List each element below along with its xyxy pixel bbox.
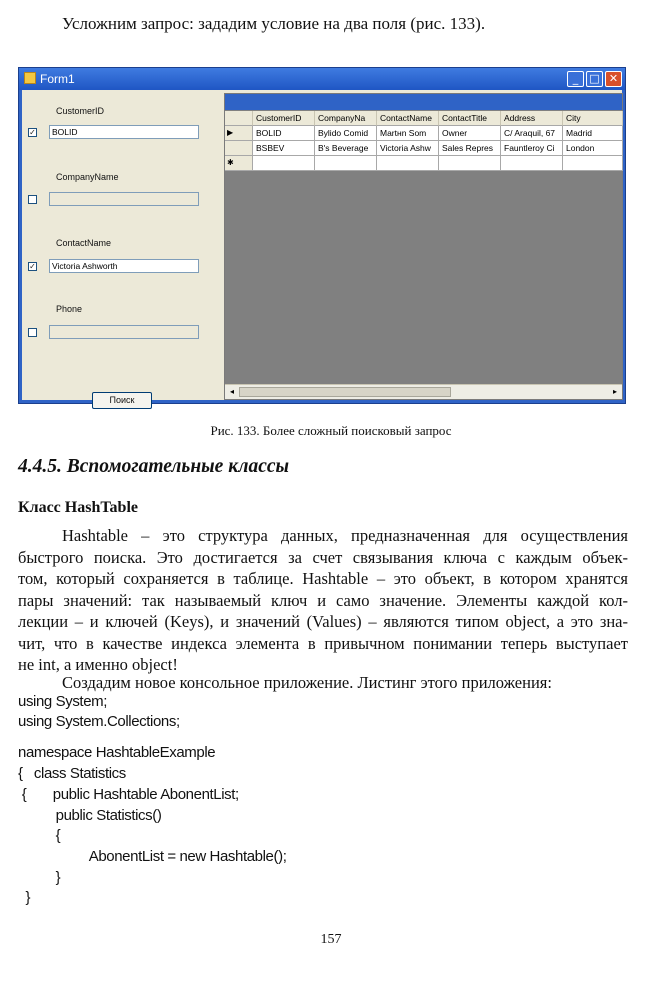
column-header[interactable]: CustomerID [253, 111, 315, 126]
grid-corner-cell [225, 111, 253, 126]
paragraph-hashtable [18, 525, 628, 676]
section-heading: 4.4.5. Вспомогательные классы [18, 456, 290, 477]
checkbox-companyname[interactable] [28, 195, 37, 204]
checkbox-phone[interactable] [28, 328, 37, 337]
table-cell[interactable] [439, 156, 501, 171]
table-cell[interactable]: Martнn Som [377, 126, 439, 141]
new-row-asterisk-icon[interactable]: ✱ [225, 156, 253, 171]
table-cell[interactable] [377, 156, 439, 171]
row-selector-arrow-icon[interactable]: ▶ [225, 126, 253, 141]
page-number: 157 [320, 932, 342, 947]
scroll-right-icon[interactable]: ▸ [612, 387, 617, 396]
table-cell[interactable]: Madrid [563, 126, 623, 141]
table-cell[interactable]: Bylido Comid [315, 126, 377, 141]
grid-caption-bar [225, 94, 622, 110]
input-customerid[interactable]: BOLID [49, 125, 199, 139]
table-cell[interactable]: BOLID [253, 126, 315, 141]
table-cell[interactable]: London [563, 141, 623, 156]
close-button[interactable]: ✕ [605, 71, 622, 87]
paragraph-line: Hashtable – это структура данных, предназначенная для осуществления [62, 526, 628, 545]
checkbox-contactname[interactable]: ✓ [29, 262, 36, 271]
code-line: AbonentList = new Hashtable(); [18, 848, 287, 865]
paragraph-line: не int, а именно object! [18, 655, 178, 674]
intro-line: Усложним запрос: зададим условие на два поля (рис. 133). [62, 14, 486, 33]
table-cell[interactable] [253, 156, 315, 171]
paragraph-line: пары значений: так называемый ключ и само значение. Элементы каждой кол- [18, 590, 628, 610]
column-header[interactable]: Address [501, 111, 563, 126]
table-cell[interactable]: Sales Repres [439, 141, 501, 156]
window-titlebar[interactable] [19, 68, 625, 90]
input-contactname[interactable]: Victoria Ashworth [49, 259, 199, 273]
figure-caption: Рис. 133. Более сложный поисковый запрос [210, 423, 452, 438]
table-cell[interactable] [563, 156, 623, 171]
grid-header-row [225, 111, 622, 126]
table-row[interactable] [225, 141, 622, 156]
search-button[interactable]: Поиск [92, 392, 152, 409]
paragraph-line: чит, что в качестве индекса элемента в привычном понимании теперь выступает [18, 633, 628, 653]
field-label-phone: Phone [56, 304, 83, 314]
code-line: { [18, 827, 61, 844]
code-line: public Statistics() [18, 807, 162, 824]
column-header[interactable]: CompanyNa [315, 111, 377, 126]
code-line: { public Hashtable AbonentList; [18, 786, 239, 803]
code-line: namespace HashtableExample [18, 744, 216, 761]
window-title: Form1 [40, 72, 75, 86]
checkbox-customerid[interactable]: ✓ [29, 128, 36, 137]
paragraph-text: Создадим новое консольное приложение. Листинг этого приложения: [62, 673, 552, 692]
paragraph-line: лекции – и ключей (Keys), и значений (Values) – являются типом object, а это зна- [18, 612, 628, 631]
paragraph-line: быстрого поиска. Это достигается за счет связывания ключа с каждым объек- [18, 547, 628, 567]
app-icon [24, 72, 36, 84]
code-line: } [18, 869, 61, 886]
scroll-thumb[interactable] [239, 387, 451, 397]
code-line: { class Statistics [18, 765, 126, 782]
paragraph-line: том, который сохраняется в таблице. Hashtable – это объект, в котором хранятся [18, 569, 628, 588]
data-grid[interactable] [224, 93, 623, 400]
table-cell[interactable]: Fauntleroy Ci [501, 141, 563, 156]
input-companyname[interactable] [49, 192, 199, 206]
horizontal-scrollbar[interactable] [225, 384, 622, 399]
form1-window [18, 67, 626, 404]
column-header[interactable]: ContactTitle [439, 111, 501, 126]
new-row[interactable] [225, 156, 622, 171]
minimize-button[interactable]: _ [567, 71, 584, 87]
paragraph-console-app [18, 672, 628, 694]
table-cell[interactable]: B's Beverage [315, 141, 377, 156]
subheading: Класс HashTable [18, 499, 138, 516]
input-phone[interactable] [49, 325, 199, 339]
field-label-companyname: CompanyName [56, 172, 119, 182]
table-cell[interactable] [315, 156, 377, 171]
field-label-customerid: CustomerID [56, 106, 105, 116]
column-header[interactable]: ContactName [377, 111, 439, 126]
code-line: using System.Collections; [18, 713, 180, 730]
code-line: using System; [18, 693, 108, 710]
maximize-button[interactable]: □ [586, 71, 603, 87]
table-cell[interactable] [501, 156, 563, 171]
column-header[interactable]: City [563, 111, 623, 126]
table-cell[interactable]: Victoria Ashw [377, 141, 439, 156]
scroll-left-icon[interactable]: ◂ [229, 387, 234, 396]
table-cell[interactable]: C/ Araquil, 67 [501, 126, 563, 141]
table-cell[interactable]: BSBEV [253, 141, 315, 156]
window-client-area [22, 90, 622, 405]
row-selector[interactable] [225, 141, 253, 156]
table-row[interactable] [225, 126, 622, 141]
code-line: } [18, 889, 31, 906]
field-label-contactname: ContactName [56, 238, 112, 248]
table-cell[interactable]: Owner [439, 126, 501, 141]
